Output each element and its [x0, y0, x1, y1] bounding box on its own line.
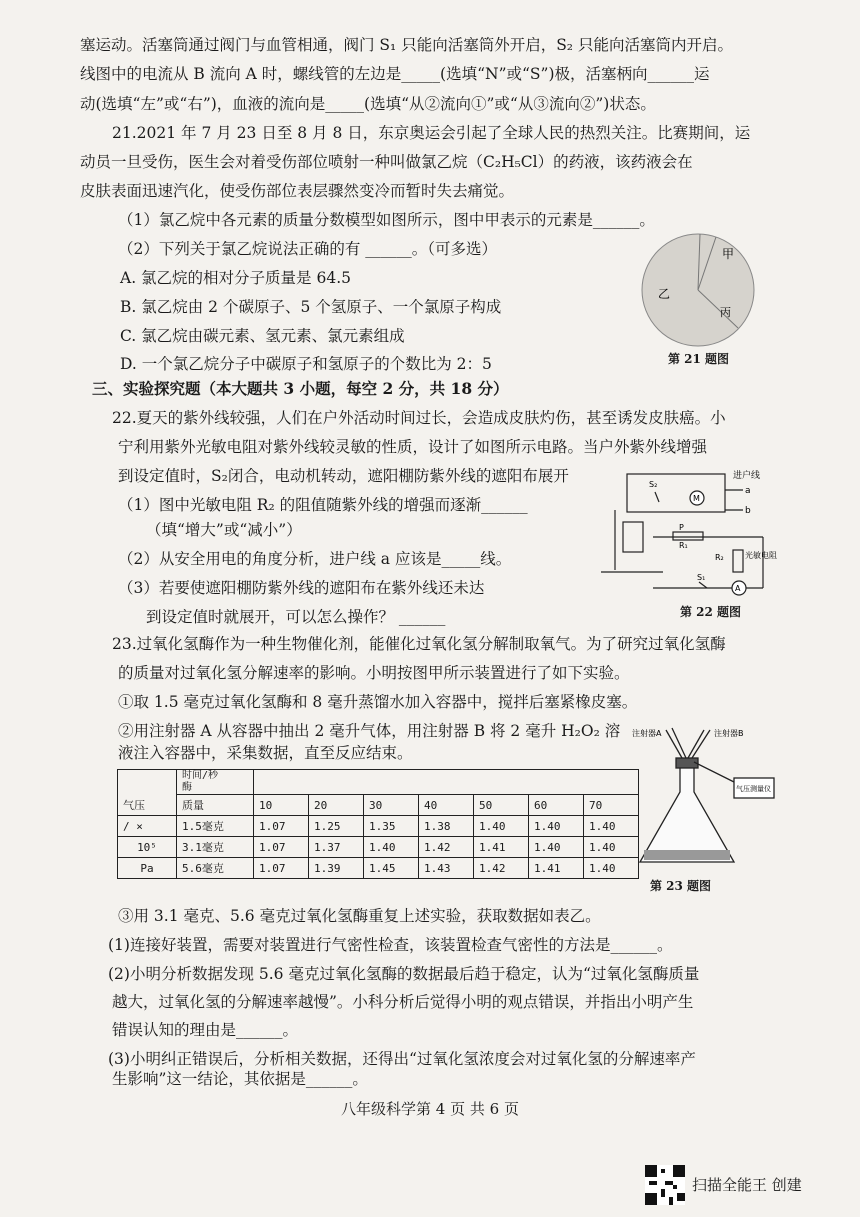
text-line: 到设定值时，S₂闭合，电动机转动，遮阳棚防紫外线的遮阳布展开 — [118, 467, 569, 485]
unit-cell: / × — [118, 816, 177, 837]
mass-cell: 1.5毫克 — [177, 816, 254, 837]
time-cell: 40 — [419, 795, 474, 816]
fig22-circuit — [593, 462, 777, 602]
text-line: 皮肤表面迅速汽化，使受伤部位表层骤然变冷而暂时失去痛觉。 — [80, 182, 515, 200]
fig23-apparatus — [630, 722, 780, 872]
q21-part2: （2）下列关于氯乙烷说法正确的有 ______。（可多选） — [118, 240, 498, 258]
text-line: 到设定值时就展开，可以怎么操作？ ______ — [146, 608, 446, 626]
value-cell: 1.39 — [309, 858, 364, 879]
q23-part3: (3)小明纠正错误后，分析相关数据，还得出“过氧化氢浓度会对过氧化氢的分解速率产 — [108, 1050, 696, 1068]
fig23-caption: 第 23 题图 — [650, 879, 712, 893]
value-cell: 1.40 — [584, 858, 639, 879]
value-cell: 1.40 — [474, 816, 529, 837]
option-a: A. 氯乙烷的相对分子质量是 64.5 — [120, 269, 351, 287]
mass-cell: 3.1毫克 — [177, 837, 254, 858]
text-line: 液注入容器中，采集数据，直至反应结束。 — [118, 744, 413, 762]
mass-cell: 5.6毫克 — [177, 858, 254, 879]
label-m: M — [693, 494, 700, 503]
label-bing: 丙 — [720, 306, 731, 319]
cell-pressure-header: 气压 — [118, 770, 177, 816]
q22-part3: （3）若要使遮阳棚防紫外线的遮阳布在紫外线还未达 — [118, 579, 485, 597]
q23-part2: (2)小明分析数据发现 5.6 毫克过氧化氢酶的数据最后趋于稳定，认为“过氧化氢酶质量 — [108, 965, 700, 983]
value-cell: 1.40 — [584, 837, 639, 858]
time-cell: 20 — [309, 795, 364, 816]
value-cell: 1.07 — [254, 837, 309, 858]
question-23: 23.过氧化氢酶作为一种生物催化剂，能催化过氧化氢分解制取氧气。为了研究过氧化氢酶 — [112, 635, 726, 653]
label-incoming: 进户线 — [733, 471, 761, 481]
time-cell: 70 — [584, 795, 639, 816]
step-2: ②用注射器 A 从容器中抽出 2 毫升气体，用注射器 B 将 2 毫升 H₂O₂ 溶 — [118, 722, 621, 740]
label-s1: S₁ — [697, 573, 706, 582]
label-syringe-b: 注射器B — [714, 729, 744, 738]
fig22-caption: 第 22 题图 — [680, 605, 742, 619]
label-r2: R₂ — [715, 553, 724, 562]
label-photoresistor: 光敏电阻 — [745, 551, 777, 560]
question-21: 21.2021 年 7 月 23 日至 8 月 8 日，东京奥运会引起了全球人民的热烈关注。比赛期间，运 — [112, 124, 751, 142]
time-cell: 50 — [474, 795, 529, 816]
unit-cell: 10⁵ — [118, 837, 177, 858]
page-footer: 八年级科学第 4 页 共 6 页 — [341, 1100, 519, 1118]
step-1: ①取 1.5 毫克过氧化氢酶和 8 毫升蒸馏水加入容器中，搅拌后塞紧橡皮塞。 — [118, 693, 638, 711]
label-jia: 甲 — [722, 247, 735, 261]
value-cell: 1.07 — [254, 816, 309, 837]
value-cell: 1.41 — [529, 858, 584, 879]
time-cell: 60 — [529, 795, 584, 816]
value-cell: 1.37 — [309, 837, 364, 858]
question-22: 22.夏天的紫外线较强，人们在户外活动时间过长，会造成皮肤灼伤，甚至诱发皮肤癌。小 — [112, 409, 726, 427]
text-line: 错误认知的理由是______。 — [112, 1021, 299, 1039]
value-cell: 1.43 — [419, 858, 474, 879]
value-cell: 1.42 — [474, 858, 529, 879]
cell-mass-header: 质量 — [177, 795, 254, 816]
value-cell: 1.07 — [254, 858, 309, 879]
label-a: a — [745, 486, 751, 496]
text-line: （填“增大”或“减小”） — [146, 521, 302, 539]
pressure-table — [117, 769, 639, 879]
text-line: 动员一旦受伤，医生会对着受伤部位喷射一种叫做氯乙烷（C₂H₅Cl）的药液，该药液会在 — [80, 153, 693, 171]
fig21-pie-chart — [638, 232, 758, 348]
q23-part1: (1)连接好装置，需要对装置进行气密性检查，该装置检查气密性的方法是______。 — [108, 936, 673, 954]
label-syringe-a: 注射器A — [632, 729, 662, 738]
text-line: 塞运动。活塞筒通过阀门与血管相通，阀门 S₁ 只能向活塞筒外开启，S₂ 只能向活塞筒内开启。 — [80, 36, 733, 54]
q22-part1: （1）图中光敏电阻 R₂ 的阻值随紫外线的增强而逐渐______ — [118, 496, 528, 514]
option-d: D. 一个氯乙烷分子中碳原子和氢原子的个数比为 2：5 — [120, 355, 492, 373]
value-cell: 1.42 — [419, 837, 474, 858]
value-cell: 1.41 — [474, 837, 529, 858]
label-pressure-gauge: 气压测量仪 — [736, 785, 771, 793]
value-cell: 1.40 — [529, 837, 584, 858]
value-cell: 1.45 — [364, 858, 419, 879]
label-b: b — [745, 506, 751, 516]
q21-part1: （1）氯乙烷中各元素的质量分数模型如图所示，图中甲表示的元素是______。 — [118, 211, 655, 229]
value-cell: 1.40 — [584, 816, 639, 837]
scanner-watermark: 扫描全能王 创建 — [692, 1176, 802, 1194]
step-3: ③用 3.1 毫克、5.6 毫克过氧化氢酶重复上述实验，获取数据如表乙。 — [118, 907, 601, 925]
value-cell: 1.38 — [419, 816, 474, 837]
table-row — [118, 816, 639, 837]
section-title: 三、实验探究题（本大题共 3 小题，每空 2 分，共 18 分） — [92, 379, 509, 398]
table-row — [118, 858, 639, 879]
value-cell: 1.25 — [309, 816, 364, 837]
option-c: C. 氯乙烷由碳元素、氢元素、氯元素组成 — [120, 327, 405, 345]
value-cell: 1.40 — [529, 816, 584, 837]
time-cell: 10 — [254, 795, 309, 816]
text-line: 生影响”这一结论，其依据是______。 — [112, 1070, 368, 1088]
unit-cell: Pa — [118, 858, 177, 879]
text-line: 线图中的电流从 B 流向 A 时，螺线管的左边是_____(选填“N”或“S”)极，活塞柄向______运 — [80, 65, 710, 83]
time-cell: 30 — [364, 795, 419, 816]
cell-enzyme-header: 酶 — [182, 782, 192, 793]
option-b: B. 氯乙烷由 2 个碳原子、5 个氢原子、一个氯原子构成 — [120, 298, 502, 316]
qr-code-icon — [645, 1165, 685, 1205]
label-yi: 乙 — [658, 287, 671, 301]
label-p: P — [679, 523, 684, 532]
value-cell: 1.40 — [364, 837, 419, 858]
table-row — [118, 837, 639, 858]
value-cell: 1.35 — [364, 816, 419, 837]
text-line: 动(选填“左”或“右”)，血液的流向是_____(选填“从②流向①”或“从③流向②”)状态。 — [80, 95, 656, 113]
fig21-caption: 第 21 题图 — [668, 352, 730, 366]
q22-part2: （2）从安全用电的角度分析，进户线 a 应该是_____线。 — [118, 550, 512, 568]
text-line: 的质量对过氧化氢分解速率的影响。小明按图甲所示装置进行了如下实验。 — [118, 664, 630, 682]
label-s2: S₂ — [649, 480, 658, 489]
label-ammeter: A — [735, 584, 741, 593]
text-line: 越大，过氧化氢的分解速率越慢”。小科分析后觉得小明的观点错误，并指出小明产生 — [112, 993, 694, 1011]
label-r1: R₁ — [679, 541, 688, 550]
cell-time-header: 时间/秒 — [182, 770, 219, 781]
text-line: 宁利用紫外光敏电阻对紫外线较灵敏的性质，设计了如图所示电路。当户外紫外线增强 — [118, 438, 708, 456]
